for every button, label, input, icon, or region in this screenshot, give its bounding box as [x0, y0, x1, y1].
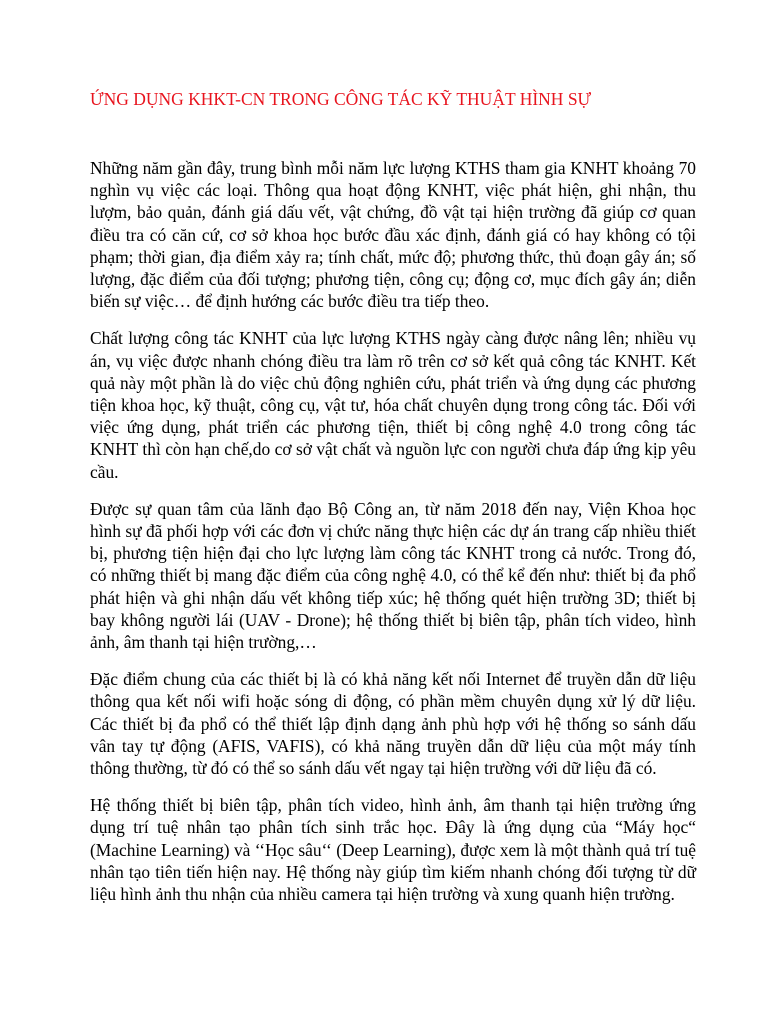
document-title: ỨNG DỤNG KHKT-CN TRONG CÔNG TÁC KỸ THUẬT HÌNH SỰ [90, 89, 592, 109]
paragraph: Đặc điểm chung của các thiết bị là có khả năng kết nối Internet để truyền dẫn dữ liệu thông qua kết nối wifi hoặc sóng di động, có phần mềm chuyên dụng xử lý dữ liệu. Các thiết bị đa phổ có thể thiết lập định dạng ảnh phù hợp với hệ thống so sánh dấu vân tay tự động (AFIS, VAFIS), có khả năng truyền dẫn dữ liệu của một máy tính thông thường, từ đó có thể so sánh dấu vết ngay tại hiện trường với dữ liệu đã có. [90, 669, 696, 779]
paragraph: Được sự quan tâm của lãnh đạo Bộ Công an, từ năm 2018 đến nay, Viện Khoa học hình sự đã phối hợp với các đơn vị chức năng thực hiện các dự án trang cấp nhiều thiết bị, phương tiện hiện đại cho lực lượng làm công tác KNHT trong cả nước. Trong đó, có những thiết bị mang đặc điểm của công nghệ 4.0, có thể kể đến như: thiết bị đa phổ phát hiện và ghi nhận dấu vết không tiếp xúc; hệ thống quét hiện trường 3D; thiết bị bay không người lái (UAV - Drone); hệ thống thiết bị biên tập, phân tích video, hình ảnh, âm thanh tại hiện trường,… [90, 498, 696, 653]
paragraph: Chất lượng công tác KNHT của lực lượng KTHS ngày càng được nâng lên; nhiều vụ án, vụ việc được nhanh chóng điều tra làm rõ trên cơ sở kết quả công tác KNHT. Kết quả này một phần là do việc chủ động nghiên cứu, phát triển và ứng dụng các phương tiện khoa học, kỹ thuật, công cụ, vật tư, hóa chất chuyên dụng trong công tác. Đối với việc ứng dụng, phát triển các phương tiện, thiết bị công nghệ 4.0 trong công tác KNHT thì còn hạn chế,do cơ sở vật chất và nguồn lực con người chưa đáp ứng kịp yêu cầu. [90, 328, 696, 482]
paragraph: Hệ thống thiết bị biên tập, phân tích video, hình ảnh, âm thanh tại hiện trường ứng dụng trí tuệ nhân tạo phân tích sinh trắc học. Đây là ứng dụng của “Máy học“ (Machine Learning) và ‘‘Học sâu‘‘ (Deep Learning), được xem là một thành quả trí tuệ nhân tạo tiên tiến hiện nay. Hệ thống này giúp tìm kiếm nhanh chóng đối tượng từ dữ liệu hình ảnh thu nhận của nhiều camera tại hiện trường và xung quanh hiện trường. [90, 795, 696, 905]
paragraph: Những năm gần đây, trung bình mỗi năm lực lượng KTHS tham gia KNHT khoảng 70 nghìn vụ việc các loại. Thông qua hoạt động KNHT, việc phát hiện, ghi nhận, thu lượm, bảo quản, đánh giá dấu vết, vật chứng, đồ vật tại hiện trường đã giúp cơ quan điều tra có căn cứ, cơ sở khoa học bước đầu xác định, đánh giá có hay không có tội phạm; thời gian, địa điểm xảy ra; tính chất, mức độ; phương thức, thủ đoạn gây án; số lượng, đặc điểm của đối tượng; phương tiện, công cụ; động cơ, mục đích gây án; diễn biến sự việc… để định hướng các bước điều tra tiếp theo. [90, 158, 696, 312]
